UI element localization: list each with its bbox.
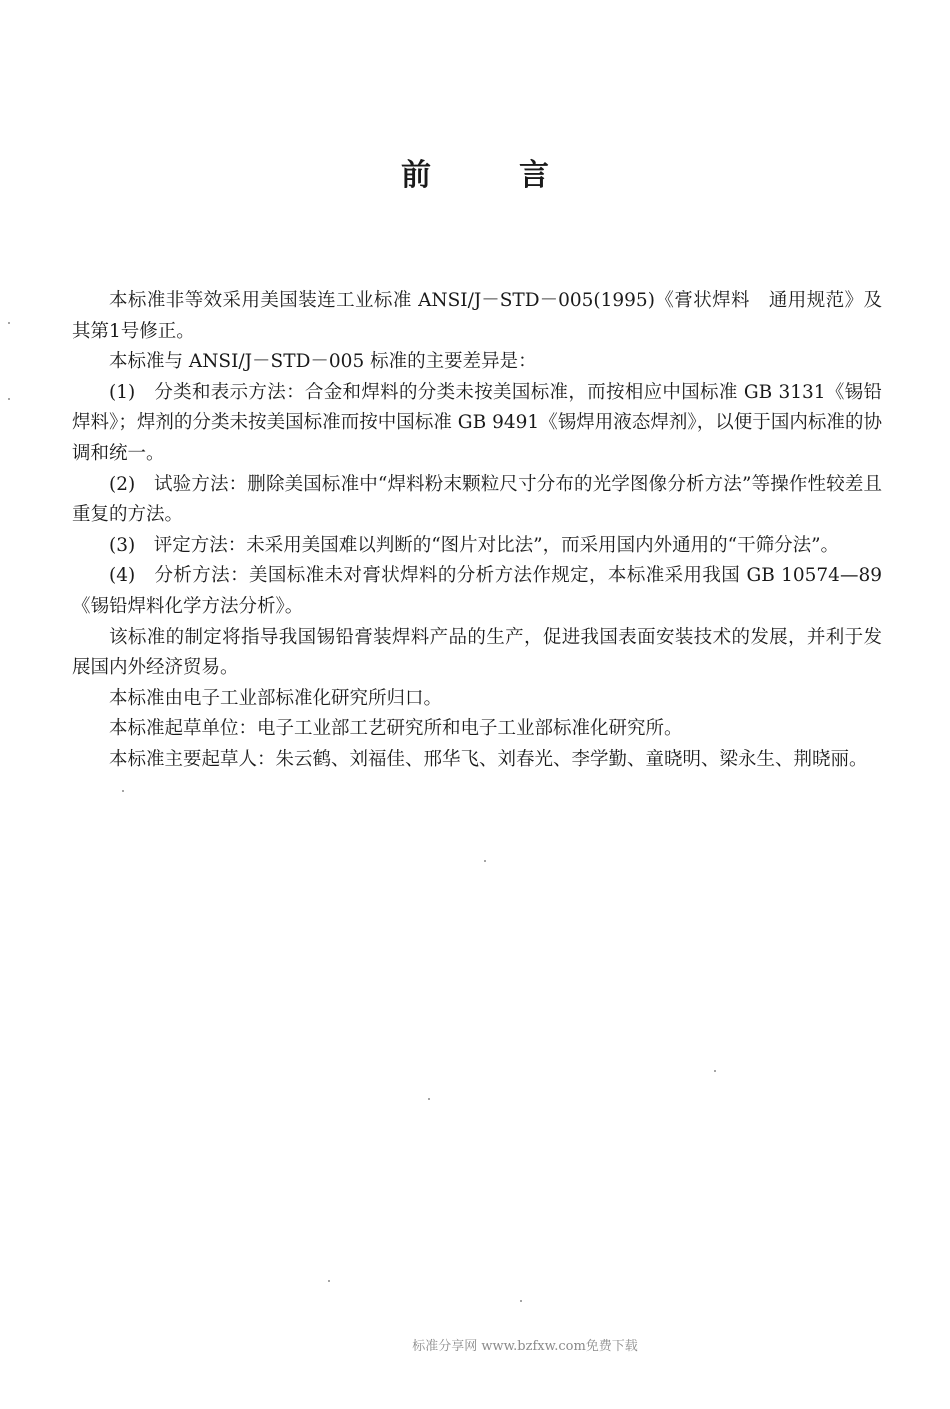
scan-speck bbox=[122, 790, 124, 792]
paragraph-drafting-units: 本标准起草单位：电子工业部工艺研究所和电子工业部标准化研究所。 bbox=[109, 718, 683, 740]
paragraph-difference-4: (4) 分析方法：美国标准未对膏状焊料的分析方法作规定，本标准采用我国 GB 10574—89《锡铅焊料化学方法分析》。 bbox=[72, 565, 882, 617]
scan-speck bbox=[484, 860, 486, 862]
scan-speck bbox=[8, 398, 10, 400]
preface-body bbox=[72, 286, 882, 776]
title-char-2: 言 bbox=[519, 158, 549, 193]
paragraph-difference-2: (2) 试验方法：删除美国标准中“焊料粉末颗粒尺寸分布的光学图像分析方法”等操作性较差且重复的方法。 bbox=[72, 473, 882, 526]
scan-speck bbox=[520, 1300, 522, 1302]
paragraph-purpose: 该标准的制定将指导我国锡铅膏装焊料产品的生产，促进我国表面安装技术的发展，并利于发展国内外经济贸易。 bbox=[72, 626, 882, 679]
scan-speck bbox=[328, 1280, 330, 1282]
scan-speck bbox=[428, 1098, 430, 1100]
paragraph-drafters: 本标准主要起草人：朱云鹤、刘福佳、邢华飞、刘春光、李学勤、童晓明、梁永生、荆晓丽。 bbox=[109, 748, 868, 770]
scan-speck bbox=[714, 1070, 716, 1072]
title-char-1: 前 bbox=[401, 158, 431, 193]
paragraph-administered-by: 本标准由电子工业部标准化研究所归口。 bbox=[109, 687, 443, 709]
paragraph-difference-1: (1) 分类和表示方法：合金和焊料的分类未按美国标准，而按相应中国标准 GB 3131《锡铅焊料》；焊剂的分类未按美国标准而按中国标准 GB 9491《锡焊用液态焊剂》，以便于国内标准的协调和统一。 bbox=[72, 381, 882, 464]
paragraph-differences-intro: 本标准与 ANSI/J－STD－005 标准的主要差异是： bbox=[109, 351, 537, 373]
scan-speck bbox=[8, 322, 10, 324]
paragraph-adoption: 本标准非等效采用美国装连工业标准 ANSI/J－STD－005(1995)《膏状焊料 通用规范》及其第1号修正。 bbox=[72, 290, 882, 342]
paragraph-difference-3: (3) 评定方法：未采用美国难以判断的“图片对比法”，而采用国内外通用的“干筛分法”。 bbox=[109, 534, 840, 556]
watermark-footer: 标准分享网 www.bzfxw.com免费下载 bbox=[412, 1339, 638, 1354]
page-title bbox=[0, 150, 950, 194]
